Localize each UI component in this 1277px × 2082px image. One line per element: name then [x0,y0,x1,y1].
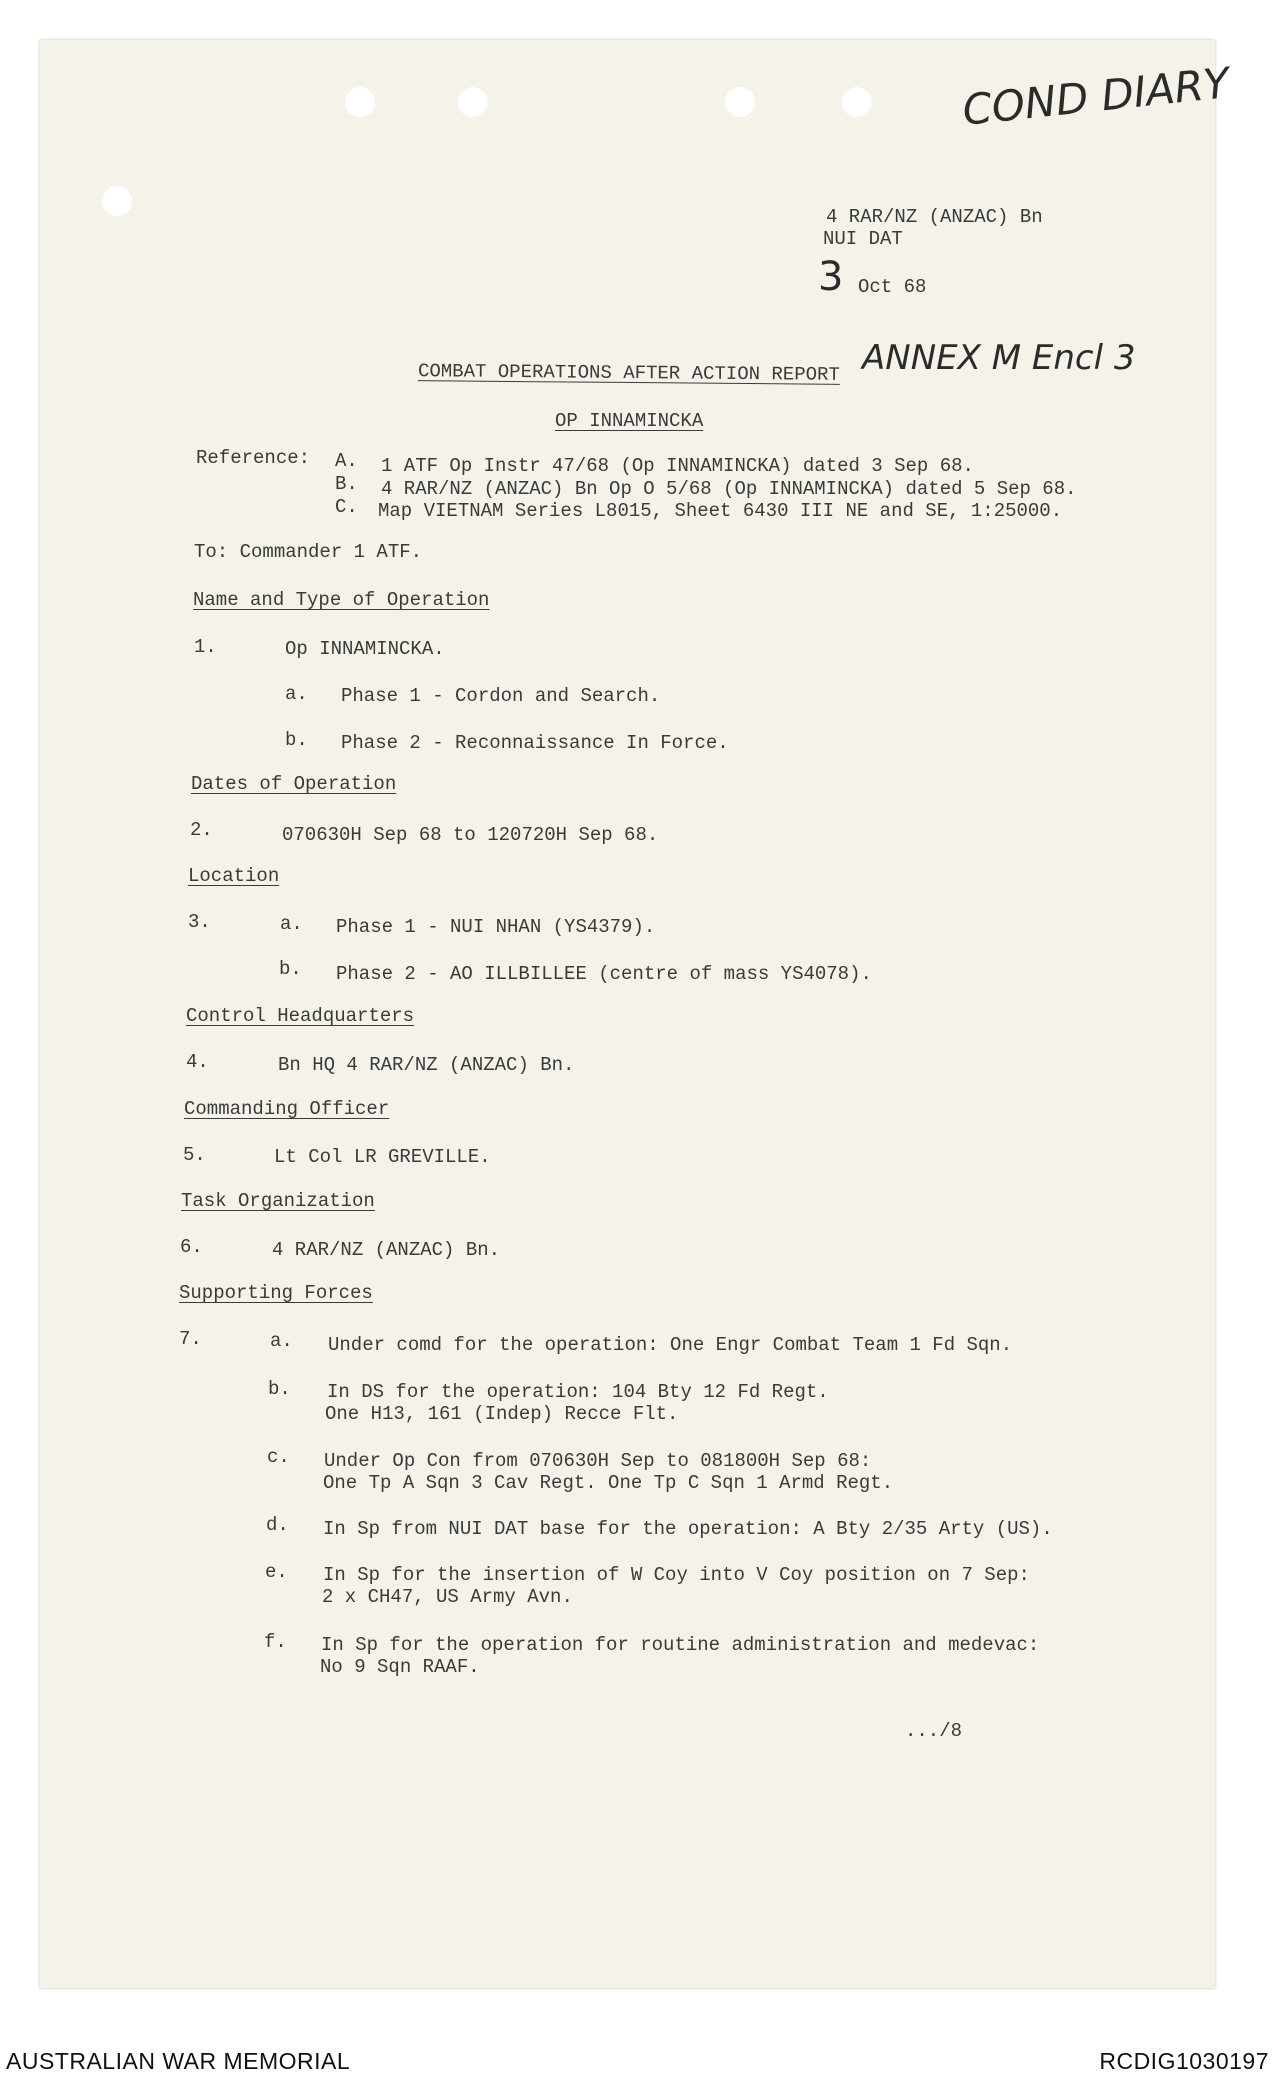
section-heading: Control Headquarters [186,1005,415,1027]
section-text: Bn HQ 4 RAR/NZ (ANZAC) Bn. [278,1054,575,1076]
sub-letter: d. [266,1514,289,1536]
reference-c: Map VIETNAM Series L8015, Sheet 6430 III NE and SE, 1:25000. [378,500,1063,522]
section-heading: Dates of Operation [191,773,397,795]
section-number: 1. [194,636,217,658]
sub-line: No 9 Sqn RAAF. [320,1656,480,1678]
section-number: 2. [190,819,213,841]
punch-hole [345,87,375,117]
section-text: 070630H Sep 68 to 120720H Sep 68. [282,824,659,846]
section-heading: Supporting Forces [179,1282,373,1304]
sub-line: In Sp for the insertion of W Coy into V Coy position on 7 Sep: [323,1564,1030,1586]
handwritten-annex: ANNEX M Encl 3 [862,338,1136,378]
sub-text: Phase 1 - NUI NHAN (YS4379). [336,916,656,938]
sub-line: One H13, 161 (Indep) Recce Flt. [325,1403,679,1425]
reference-letter-c: C. [335,496,358,518]
sub-line: One Tp A Sqn 3 Cav Regt. One Tp C Sqn 1 Armd Regt. [323,1472,894,1494]
sub-line: In Sp from NUI DAT base for the operation: A Bty 2/35 Arty (US). [323,1518,1053,1540]
sub-letter: a. [270,1330,293,1352]
sub-letter: a. [285,683,308,705]
addressee: To: Commander 1 ATF. [194,541,423,563]
section-number: 3. [188,911,211,933]
punch-hole [458,87,488,117]
page-continuation: .../8 [905,1720,963,1742]
sub-letter: b. [268,1378,291,1400]
section-heading: Name and Type of Operation [193,589,490,611]
reference-letter-b: B. [335,473,358,495]
reference-label: Reference: [196,447,311,469]
punch-hole [725,87,755,117]
sub-line: Under Op Con from 070630H Sep to 081800H Sep 68: [324,1450,872,1472]
reference-letter-a: A. [335,450,358,472]
header-unit: 4 RAR/NZ (ANZAC) Bn [826,206,1043,228]
sub-line: Under comd for the operation: One Engr Combat Team 1 Fd Sqn. [328,1334,1013,1356]
header-place: NUI DAT [823,228,903,250]
section-text: 4 RAR/NZ (ANZAC) Bn. [272,1239,501,1261]
handwritten-cond-diary: COND DIARY [960,58,1232,135]
sub-text: Phase 2 - AO ILLBILLEE (centre of mass YS4078). [336,963,872,985]
sub-letter: c. [267,1446,290,1468]
section-number: 6. [180,1236,203,1258]
punch-hole [842,87,872,117]
section-text: Lt Col LR GREVILLE. [274,1146,491,1168]
sub-letter: a. [280,913,303,935]
section-heading: Commanding Officer [184,1098,390,1120]
sub-letter: b. [279,958,302,980]
reference-a: 1 ATF Op Instr 47/68 (Op INNAMINCKA) dated 3 Sep 68. [381,455,974,477]
footer-right: RCDIG1030197 [1099,2048,1269,2074]
sub-letter: e. [265,1561,288,1583]
sub-line: 2 x CH47, US Army Avn. [322,1586,573,1608]
section-heading: Location [188,865,280,887]
section-number: 7. [179,1328,202,1350]
punch-hole [102,186,132,216]
section-text: Op INNAMINCKA. [285,638,445,660]
page-subtitle: OP INNAMINCKA [555,410,704,432]
reference-b: 4 RAR/NZ (ANZAC) Bn Op O 5/68 (Op INNAMINCKA) dated 5 Sep 68. [381,478,1077,500]
sub-text: Phase 2 - Reconnaissance In Force. [341,732,729,754]
section-number: 4. [186,1051,209,1073]
handwritten-day: 3 [818,254,844,300]
page-title: COMBAT OPERATIONS AFTER ACTION REPORT [417,360,840,386]
sub-line: In Sp for the operation for routine administration and medevac: [321,1634,1040,1656]
sub-text: Phase 1 - Cordon and Search. [341,685,661,707]
sub-line: In DS for the operation: 104 Bty 12 Fd Regt. [327,1381,829,1403]
section-heading: Task Organization [181,1190,375,1212]
sub-letter: f. [264,1631,287,1653]
header-date: Oct 68 [858,276,927,298]
sub-letter: b. [285,729,308,751]
section-number: 5. [183,1144,206,1166]
footer-left: AUSTRALIAN WAR MEMORIAL [6,2048,351,2074]
